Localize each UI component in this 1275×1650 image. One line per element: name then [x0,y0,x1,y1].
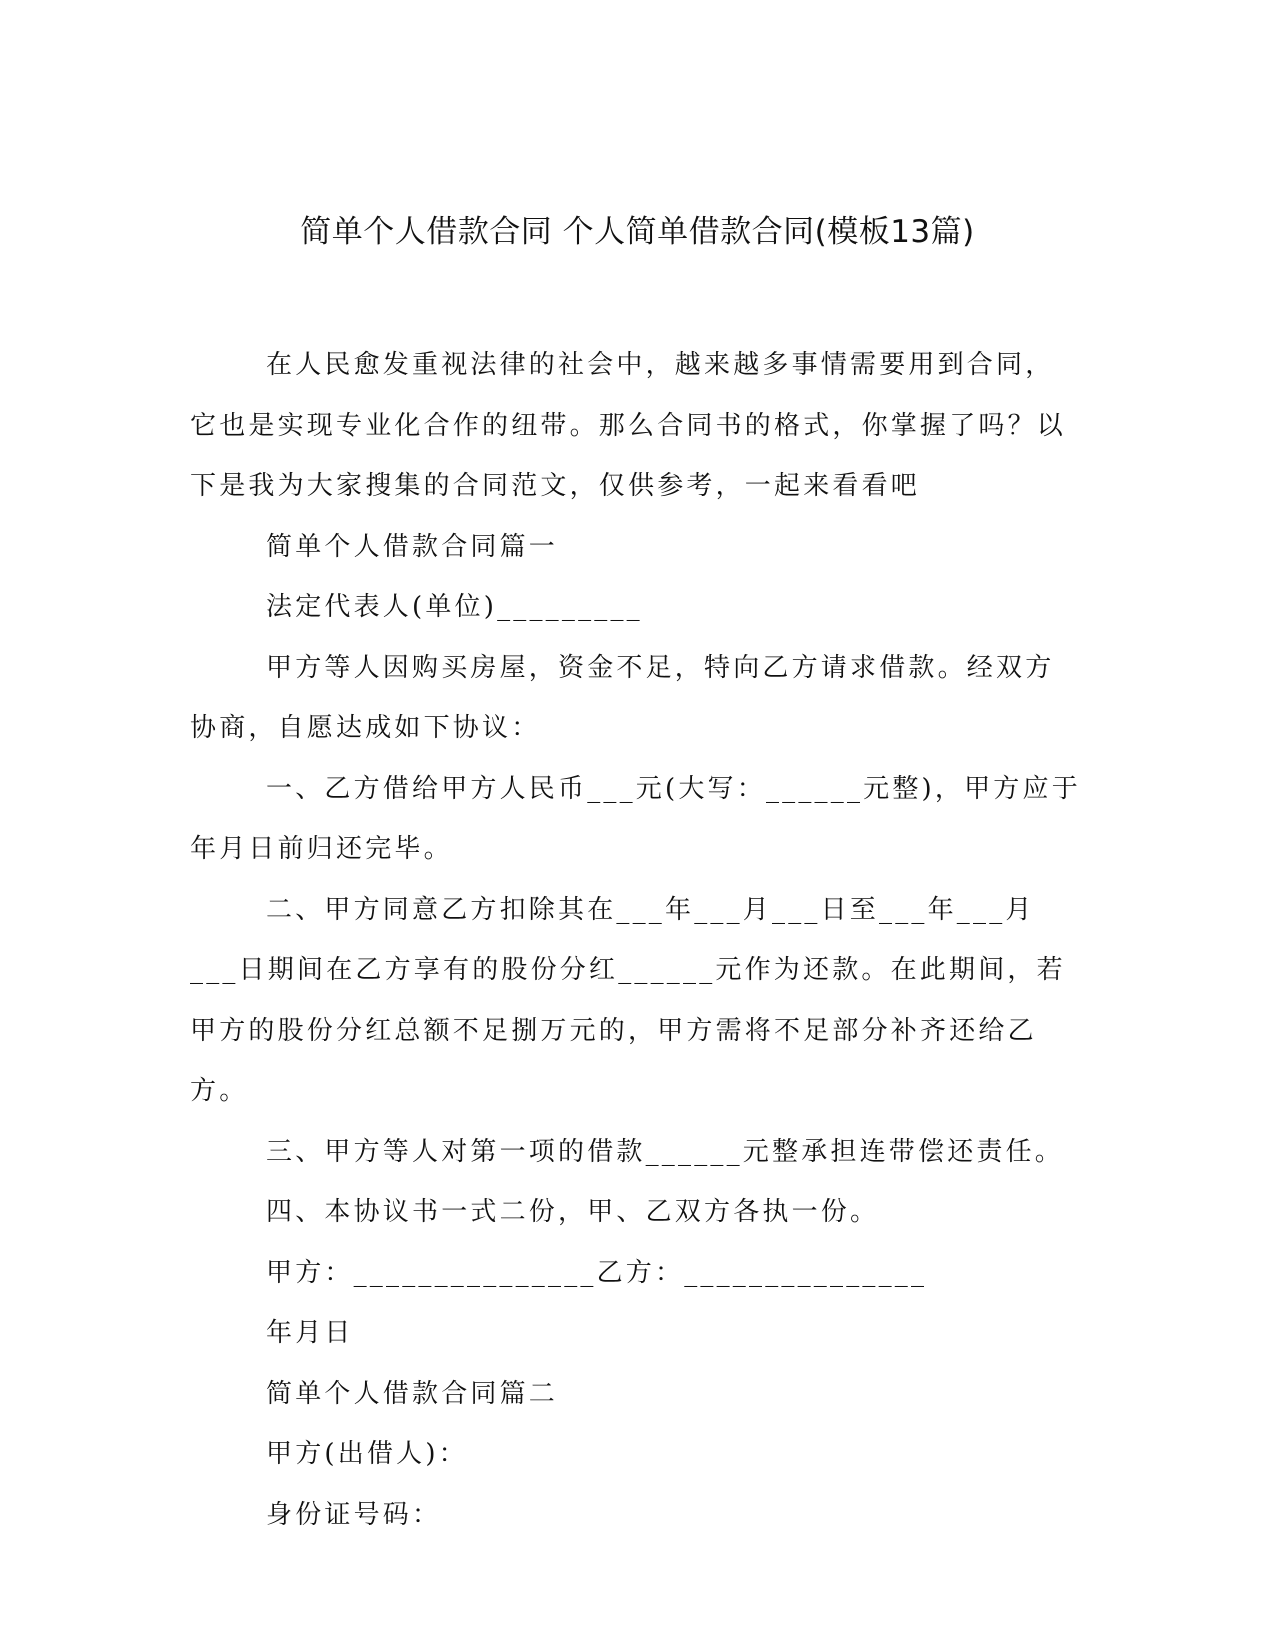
document-body [190,335,1082,1545]
intro-paragraph: 在人民愈发重视法律的社会中，越来越多事情需要用到合同，它也是实现专业化合作的纽带。那么合同书的格式，你掌握了吗？以下是我为大家搜集的合同范文，仅供参考，一起来看看吧 [190,350,1067,501]
clause-1: 一、乙方借给甲方人民币___元(大写：______元整)，甲方应于年月日前归还完毕。 [190,773,1081,864]
signature-line: 甲方：_______________乙方：_______________ [266,1257,928,1288]
section-heading-2: 简单个人借款合同篇二 [266,1378,559,1409]
lender-line: 甲方(出借人)： [266,1439,468,1469]
clause-2: 二、甲方同意乙方扣除其在___年___月___日至___年___月___日期间在乙方享有的股份分红______元作为还款。在此期间，若甲方的股份分红总额不足捌万元的，甲方需将不足部分补齐还给乙方。 [190,894,1066,1106]
id-number-line: 身份证号码： [266,1499,442,1530]
legal-representative-line: 法定代表人(单位)_________ [266,592,643,622]
document-title: 简单个人借款合同 个人简单借款合同(模板13篇) [300,214,975,250]
date-line: 年月日 [266,1318,354,1348]
clause-4: 四、本协议书一式二份，甲、乙双方各执一份。 [266,1197,880,1227]
agreement-preamble: 甲方等人因购买房屋，资金不足，特向乙方请求借款。经双方协商，自愿达成如下协议： [190,652,1055,743]
clause-3: 三、甲方等人对第一项的借款______元整承担连带偿还责任。 [266,1136,1065,1167]
section-heading-1: 简单个人借款合同篇一 [266,531,559,562]
